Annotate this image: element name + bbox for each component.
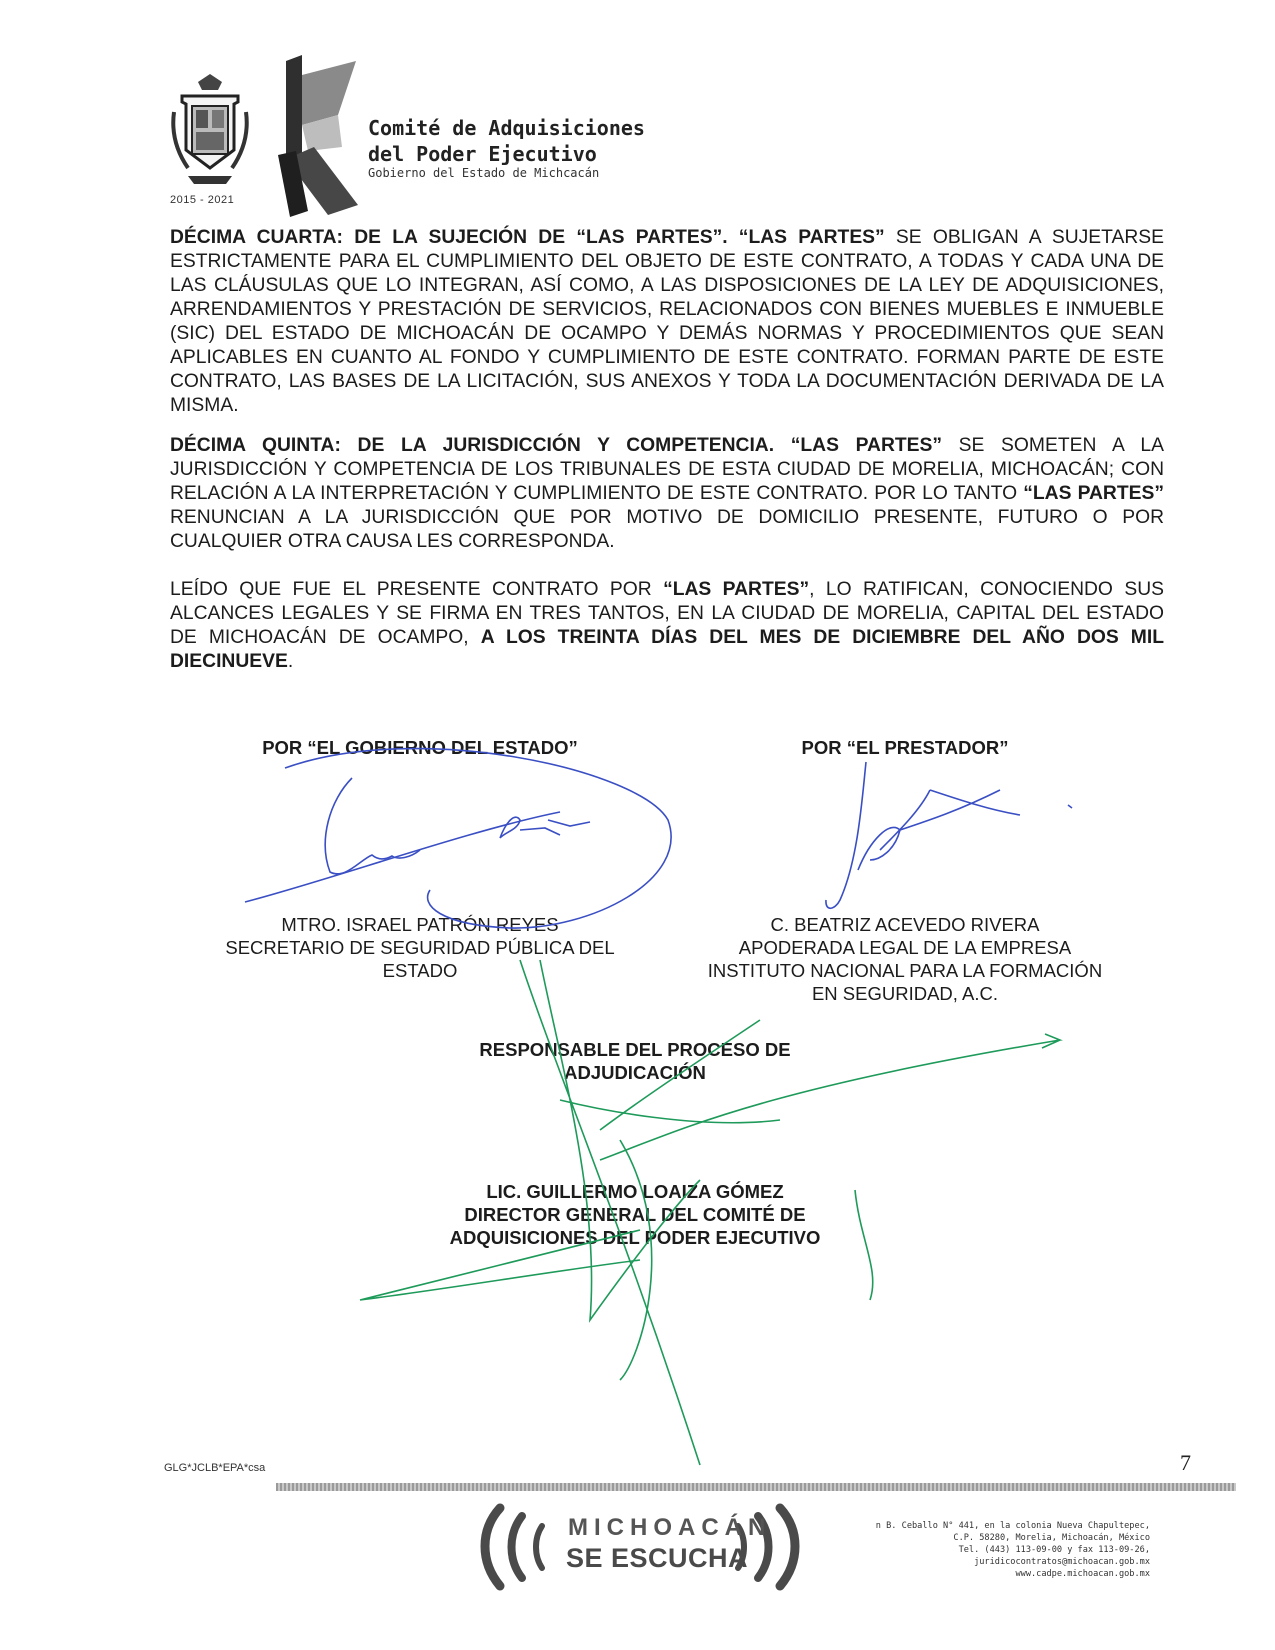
closing-period: . xyxy=(287,651,294,672)
brand-line2: SE ESCUCHA xyxy=(566,1543,749,1573)
role-line: RESPONSABLE DEL PROCESO DE xyxy=(479,1039,791,1060)
page-number: 7 xyxy=(1180,1450,1191,1475)
clause-decima-quinta xyxy=(170,434,1164,554)
period-years: 2015 - 2021 xyxy=(170,194,235,206)
committee-director-block xyxy=(420,1180,850,1249)
provider-signatory-block xyxy=(670,913,1140,1005)
signatory-title: APODERADA LEGAL DE LA EMPRESA xyxy=(738,937,1072,958)
closing-body: LEÍDO QUE FUE EL PRESENTE CONTRATO POR xyxy=(170,579,664,600)
adjudication-role xyxy=(420,1038,850,1084)
signatory-name: C. BEATRIZ ACEVEDO RIVERA xyxy=(770,914,1040,935)
signatory-title: SECRETARIO DE SEGURIDAD PÚBLICA DEL xyxy=(225,937,615,958)
closing-body-continued: , LO RATIFICAN, CONOCIENDO SUS ALCANCES LEGALES Y SE FIRMA EN TRES TANTOS, EN LA CIUDAD DE MORELIA, CAPITAL DEL ESTADO DE MICHOACÁN DE OCAMPO, xyxy=(170,579,1164,648)
government-signatory-block xyxy=(185,913,655,982)
signing-date: A LOS TREINTA DÍAS DEL MES DE DICIEMBRE DEL AÑO DOS MIL DIECINUEVE xyxy=(170,627,1164,672)
brand-line1: MICHOACÁN xyxy=(568,1514,772,1541)
clause-heading: DÉCIMA QUINTA: DE LA JURISDICCIÓN Y COMPETENCIA. “LAS PARTES” xyxy=(170,435,943,456)
signatory-title: DIRECTOR GENERAL DEL COMITÉ DE xyxy=(464,1204,806,1225)
clause-body-continued: RENUNCIAN A LA JURISDICCIÓN QUE POR MOTIVO DE DOMICILIO PRESENTE, FUTURO O POR CUALQUIER OTRA CAUSA LES CORRESPONDA. xyxy=(170,507,1164,552)
contact-address xyxy=(818,1520,1150,1580)
signatory-name: MTRO. ISRAEL PATRÓN REYES xyxy=(281,914,559,935)
address-line: n B. Ceballo N° 441, en la colonia Nueva Chapultepec, xyxy=(875,1521,1150,1531)
state-coat-of-arms-icon xyxy=(168,72,252,190)
address-line: C.P. 58280, Morelia, Michoacán, México xyxy=(953,1533,1150,1543)
blue-signature-left xyxy=(245,749,671,928)
closing-paragraph xyxy=(170,578,1164,674)
clause-heading: DÉCIMA CUARTA: DE LA SUJECIÓN DE “LAS PARTES”. “LAS PARTES” xyxy=(170,227,885,248)
organization-name-line1: Comité de Adquisiciones xyxy=(368,116,645,140)
signatory-title: EN SEGURIDAD, A.C. xyxy=(811,983,999,1004)
clause-decima-cuarta xyxy=(170,226,1164,418)
website-line: www.cadpe.michoacan.gob.mx xyxy=(1015,1569,1150,1579)
signatory-title: ESTADO xyxy=(382,960,458,981)
government-signatory-heading: POR “EL GOBIERNO DEL ESTADO” xyxy=(262,737,578,758)
signatory-name: LIC. GUILLERMO LOAIZA GÓMEZ xyxy=(486,1181,784,1202)
provider-signatory-heading: POR “EL PRESTADOR” xyxy=(801,737,1009,758)
signatory-title: INSTITUTO NACIONAL PARA LA FORMACIÓN xyxy=(707,960,1103,981)
signatory-title: ADQUISICIONES DEL PODER EJECUTIVO xyxy=(449,1227,821,1248)
committee-logo-icon xyxy=(268,55,360,217)
clause-body: SE OBLIGAN A SUJETARSE ESTRICTAMENTE PARA EL CUMPLIMIENTO DEL OBJETO DE ESTE CONTRATO, A TODAS Y CADA UNA DE LAS CLÁUSULAS QUE LO INTEGRAN, ASÍ COMO, A LAS DISPOSICIONES DE LA LEY DE ADQUISICIONES, ARRENDAMIENTOS Y PRESTACIÓN DE SERVICIOS, RELACIONADOS CON BIENES MUEBLES E INMUEBLE (SIC) DEL ESTADO DE MICHOACÁN DE OCAMPO Y DEMÁS NORMAS Y PROCEDIMIENTOS QUE SEAN APLICABLES EN CUANTO AL FONDO Y CUMPLIMIENTO DE ESTE CONTRATO. FORMAN PARTE DE ESTE CONTRATO, LAS BASES DE LA LICITACIÓN, SUS ANEXOS Y TODA LA DOCUMENTACIÓN DERIVADA DE LA MISMA. xyxy=(170,227,1164,416)
organization-name-line2: del Poder Ejecutivo xyxy=(368,142,597,166)
email-line: juridicocontratos@michoacan.gob.mx xyxy=(974,1557,1150,1567)
document-initials: GLG*JCLB*EPA*csa xyxy=(164,1462,266,1474)
phone-line: Tel. (443) 113-09-00 y fax 113-09-26, xyxy=(958,1545,1150,1555)
clause-body: SE SOMETEN A LA JURISDICCIÓN Y COMPETENCIA DE LOS TRIBUNALES DE ESTA CIUDAD DE MORELIA, MICHOACÁN; CON RELACIÓN A LA INTERPRETACIÓN Y CUMPLIMIENTO DE ESTE CONTRATO. POR LO TANTO xyxy=(170,435,1164,504)
parties-term: “LAS PARTES” xyxy=(663,579,810,600)
government-subtitle: Gobierno del Estado de Michcacán xyxy=(368,166,600,180)
blue-signature-right xyxy=(826,762,1072,908)
parties-term: “LAS PARTES” xyxy=(1023,483,1164,504)
role-line: ADJUDICACIÓN xyxy=(564,1062,706,1083)
